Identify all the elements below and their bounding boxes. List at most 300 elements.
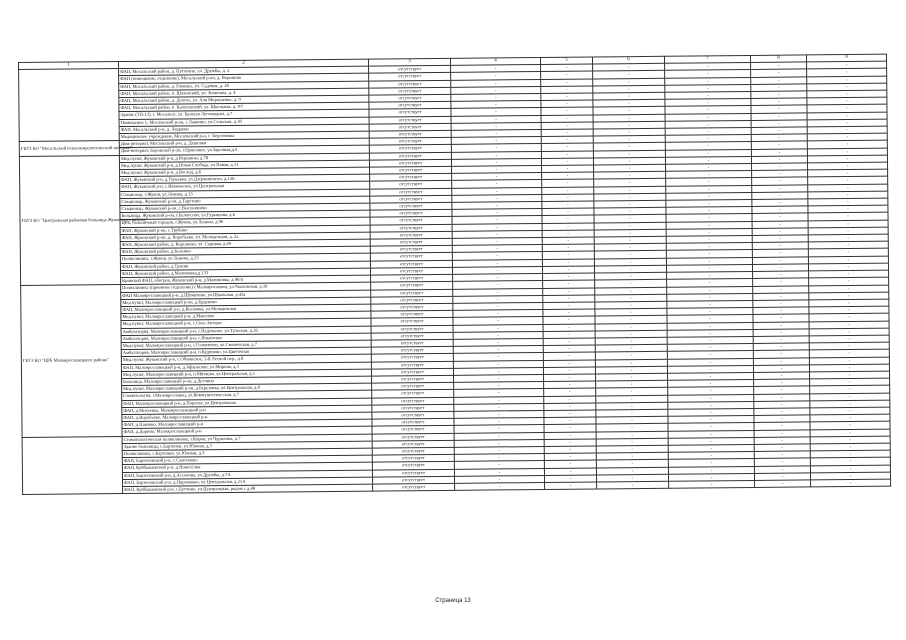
value-cell: - <box>753 365 809 373</box>
value-cell: - <box>810 443 890 451</box>
status-cell: отсутствует <box>372 476 454 484</box>
value-cell: - <box>453 367 543 375</box>
value-cell: - <box>666 192 752 200</box>
value-cell: - <box>752 206 808 214</box>
value-cell: - <box>595 280 667 288</box>
value-cell: - <box>751 105 807 113</box>
facility-cell: Мед.пункт, Жуковский р-н, с.Обнинское, 2-й Лесной пер., д.8 <box>121 354 371 364</box>
value-cell: - <box>810 414 890 422</box>
value-cell: - <box>453 353 543 361</box>
value-cell: - <box>753 271 809 279</box>
value-cell: - <box>596 388 668 396</box>
value-cell: - <box>451 108 541 116</box>
value-cell: - <box>667 286 753 294</box>
value-cell: - <box>593 92 665 100</box>
status-cell: отсутствует <box>369 102 451 110</box>
value-cell: - <box>596 474 668 482</box>
value-cell: - <box>666 236 752 244</box>
status-cell: отсутствует <box>369 123 451 131</box>
value-cell: - <box>595 287 667 295</box>
value-cell: - <box>809 299 889 307</box>
column-header-1: 1 <box>19 62 119 70</box>
status-cell: отсутствует <box>370 195 452 203</box>
status-cell: отсутствует <box>371 282 453 290</box>
value-cell: - <box>667 365 753 373</box>
value-cell: - <box>542 179 594 187</box>
value-cell: - <box>810 407 890 415</box>
value-cell: - <box>453 295 543 303</box>
value-cell: - <box>541 129 593 137</box>
facility-cell: ФАП, Малоярославецкий р-н, д.Поречье, ул.Центральная <box>122 398 372 408</box>
value-cell: - <box>453 317 543 325</box>
value-cell: - <box>666 257 752 265</box>
value-cell: - <box>543 345 595 353</box>
value-cell: - <box>753 321 809 329</box>
facility-cell: ФАП, Бартеновский р-н, с.Самсоново <box>122 455 372 465</box>
value-cell: - <box>595 272 667 280</box>
value-cell: - <box>595 308 667 316</box>
facility-cell: ФАП, д.Михеевка, Малоярославецкий р-н <box>122 405 372 415</box>
value-cell: - <box>594 193 666 201</box>
value-cell: - <box>594 222 666 230</box>
value-cell: - <box>754 422 810 430</box>
value-cell: - <box>668 452 754 460</box>
value-cell: - <box>451 151 541 159</box>
value-cell: - <box>752 221 808 229</box>
status-cell: отсутствует <box>369 130 451 138</box>
value-cell: - <box>667 293 753 301</box>
value-cell: - <box>666 164 752 172</box>
value-cell: - <box>666 207 752 215</box>
value-cell: - <box>754 379 810 387</box>
value-cell: - <box>452 259 542 267</box>
column-header-3: 3 <box>368 58 450 66</box>
value-cell: - <box>808 184 888 192</box>
organization-cell <box>19 69 120 142</box>
value-cell: - <box>809 335 889 343</box>
value-cell: - <box>543 316 595 324</box>
value-cell: - <box>665 149 751 157</box>
value-cell: - <box>753 285 809 293</box>
facility-cell: Здание больницы, с.Бартенки, ул.Южная, д.3 <box>122 441 372 451</box>
value-cell: - <box>668 459 754 467</box>
facility-cell: ФАП, Жуковский район, д.Трисвя <box>120 261 370 271</box>
value-cell: - <box>541 93 593 101</box>
value-cell: - <box>809 328 889 336</box>
value-cell: - <box>454 382 544 390</box>
value-cell: - <box>544 374 596 382</box>
value-cell: - <box>453 324 543 332</box>
facility-cell: Мед.пункт, Малоярославецкий р-н, п.Митяево, ул.Центральная, д.1 <box>121 369 371 379</box>
value-cell: - <box>594 236 666 244</box>
value-cell: - <box>807 119 887 127</box>
value-cell: - <box>753 350 809 358</box>
value-cell: - <box>454 439 544 447</box>
facility-cell: ФАП, Мосальский р-н, д. Людково <box>119 124 369 134</box>
value-cell: - <box>668 401 754 409</box>
value-cell: - <box>752 235 808 243</box>
column-header-5: 5 <box>540 57 592 65</box>
value-cell: - <box>807 133 887 141</box>
facility-cell: ФАП, Мосальский район, д. Путогино, ул. Дружбы, д. 2 <box>119 66 369 76</box>
status-cell: отсутствует <box>371 310 453 318</box>
status-cell: отсутствует <box>370 188 452 196</box>
status-cell: отсутствует <box>372 418 454 426</box>
facility-cell: ФАП, Куйбышевский р-н, д.Новосёлки <box>122 462 372 472</box>
status-cell: отсутствует <box>372 447 454 455</box>
value-cell: - <box>809 285 889 293</box>
value-cell: - <box>542 266 594 274</box>
status-cell: отсутствует <box>372 382 454 390</box>
status-cell: отсутствует <box>369 73 451 81</box>
facility-cell: ФАП, Жуковский район, д. Корсаково, ул. Садовая, д.69 <box>120 239 370 249</box>
value-cell: - <box>751 69 807 77</box>
value-cell: - <box>811 479 891 487</box>
facility-cell: ФАП (помещение, отделение), Мосальский р-он, д. Воронино <box>119 74 369 84</box>
value-cell: - <box>543 367 595 375</box>
facility-cell: Помещение 1, Мосальский р-он, с.Лавнино, ул.Сельская, д.30 <box>119 117 369 127</box>
value-cell: - <box>542 223 594 231</box>
value-cell: - <box>593 121 665 129</box>
facility-cell: Здание (ТП-13), г. Мосальск, ул. Братьев Луговицких, д.7 <box>119 110 369 120</box>
value-cell: - <box>753 307 809 315</box>
value-cell: - <box>667 279 753 287</box>
status-cell: отсутствует <box>370 260 452 268</box>
status-cell: отсутствует <box>372 390 454 398</box>
status-cell: отсутствует <box>369 66 451 74</box>
facility-cell: Дом-интернат, Боровской р-он, г.Ермолино, ул.Зарочная,д.6 <box>119 146 369 156</box>
organization-cell: ГБУЗ КО "ЦРБ Малоярославецкого района" <box>21 285 122 437</box>
value-cell: - <box>543 287 595 295</box>
value-cell: - <box>593 71 665 79</box>
value-cell: - <box>809 313 889 321</box>
value-cell: - <box>810 400 890 408</box>
status-cell: отсутствует <box>370 246 452 254</box>
status-cell: отсутствует <box>369 138 451 146</box>
status-cell: отсутствует <box>370 181 452 189</box>
value-cell: - <box>451 86 541 94</box>
value-cell: - <box>752 163 808 171</box>
value-cell: - <box>453 302 543 310</box>
value-cell: - <box>752 242 808 250</box>
value-cell: - <box>751 149 807 157</box>
value-cell: - <box>544 468 596 476</box>
value-cell: - <box>594 251 666 259</box>
value-cell: - <box>754 458 810 466</box>
value-cell: - <box>451 158 541 166</box>
value-cell: - <box>668 380 754 388</box>
facility-cell: Мед.пункт, Малоярославецкий р-он, д.Ерденево <box>121 297 371 307</box>
status-cell: отсутствует <box>371 361 453 369</box>
value-cell: - <box>452 238 542 246</box>
value-cell: - <box>753 329 809 337</box>
value-cell: - <box>454 432 544 440</box>
value-cell: - <box>753 293 809 301</box>
value-cell: - <box>807 69 887 77</box>
value-cell: - <box>541 71 593 79</box>
value-cell: - <box>541 64 593 72</box>
facility-cell: Поликлиника, с.Бартенки, ул.Южная, д.3 <box>122 448 372 458</box>
facility-cell: ФАП Малоярославецкий р-н, д.Шумятино, ул.Школьная, д.43а <box>121 290 371 300</box>
value-cell: - <box>544 381 596 389</box>
facility-cell: ФАП, Мосальский район, п. Шаховский, ул. Знаменка, д. 4 <box>119 88 369 98</box>
value-cell: - <box>594 208 666 216</box>
value-cell: - <box>667 272 753 280</box>
value-cell: - <box>454 454 544 462</box>
value-cell: - <box>808 198 888 206</box>
value-cell: - <box>453 331 543 339</box>
facility-cell: Стоматологическая поликлиника, г.Киров, ул.Чурилина, д.7 <box>122 434 372 444</box>
value-cell: - <box>751 134 807 142</box>
value-cell: - <box>754 429 810 437</box>
value-cell: - <box>544 396 596 404</box>
value-cell: - <box>666 243 752 251</box>
value-cell: - <box>667 351 753 359</box>
value-cell: - <box>668 372 754 380</box>
value-cell: - <box>452 216 542 224</box>
value-cell: - <box>808 234 888 242</box>
facility-cell: ФАП, Жуковский район, д.Белкино <box>120 246 370 256</box>
value-cell: - <box>808 162 888 170</box>
value-cell: - <box>596 431 668 439</box>
value-cell: - <box>454 403 544 411</box>
value-cell: - <box>596 409 668 417</box>
value-cell: - <box>665 63 751 71</box>
value-cell: - <box>451 137 541 145</box>
value-cell: - <box>667 308 753 316</box>
value-cell: - <box>451 101 541 109</box>
value-cell: - <box>594 244 666 252</box>
value-cell: - <box>807 126 887 134</box>
value-cell: - <box>596 380 668 388</box>
status-cell: отсутствует <box>371 325 453 333</box>
value-cell: - <box>753 343 809 351</box>
value-cell: - <box>542 172 594 180</box>
organization-cell: ГБУЗ КО "Центральная районная больница Жуковского района" <box>19 155 120 286</box>
value-cell: - <box>595 337 667 345</box>
facility-cell: ФАП, д.Павлово, Малоярославецкий р-н <box>122 419 372 429</box>
value-cell: - <box>666 228 752 236</box>
value-cell: - <box>543 360 595 368</box>
value-cell: - <box>541 107 593 115</box>
value-cell: - <box>451 79 541 87</box>
value-cell: - <box>667 329 753 337</box>
value-cell: - <box>453 274 543 282</box>
value-cell: - <box>752 264 808 272</box>
value-cell: - <box>541 158 593 166</box>
value-cell: - <box>751 113 807 121</box>
value-cell: - <box>754 473 810 481</box>
value-cell: - <box>544 424 596 432</box>
value-cell: - <box>751 120 807 128</box>
value-cell: - <box>667 344 753 352</box>
value-cell: - <box>666 250 752 258</box>
value-cell: - <box>595 294 667 302</box>
value-cell: - <box>668 408 754 416</box>
facility-cell: Поликлиника, г.Жуков, ул.Ленина, д.13 <box>120 254 370 264</box>
value-cell: - <box>593 85 665 93</box>
value-cell: - <box>752 170 808 178</box>
status-cell: отсутствует <box>370 174 452 182</box>
status-cell: отсутствует <box>372 426 454 434</box>
value-cell: - <box>596 445 668 453</box>
value-cell: - <box>452 187 542 195</box>
value-cell: - <box>541 115 593 123</box>
value-cell: - <box>666 178 752 186</box>
status-cell: отсутствует <box>370 202 452 210</box>
value-cell: - <box>452 252 542 260</box>
value-cell: - <box>451 130 541 138</box>
value-cell: - <box>596 424 668 432</box>
value-cell: - <box>543 352 595 360</box>
value-cell: - <box>668 423 754 431</box>
facility-cell: ФАП, Жуковский район, д.Малиновка,д.133 <box>121 268 371 278</box>
value-cell: - <box>810 436 890 444</box>
value-cell: - <box>594 200 666 208</box>
status-cell: отсутствует <box>371 274 453 282</box>
value-cell: - <box>810 378 890 386</box>
facility-cell: ФАП, д.Воробьёво, Малоярославецкий р-н <box>122 412 372 422</box>
value-cell: - <box>753 300 809 308</box>
value-cell: - <box>667 322 753 330</box>
status-cell: отсутствует <box>372 375 454 383</box>
column-header-2: 2 <box>119 59 369 69</box>
status-cell: отсутствует <box>369 109 451 117</box>
value-cell: - <box>753 357 809 365</box>
value-cell: - <box>810 429 890 437</box>
value-cell: - <box>751 91 807 99</box>
status-cell: отсутствует <box>369 94 451 102</box>
value-cell: - <box>452 230 542 238</box>
value-cell: - <box>543 273 595 281</box>
value-cell: - <box>809 306 889 314</box>
value-cell: - <box>595 352 667 360</box>
value-cell: - <box>808 205 888 213</box>
value-cell: - <box>752 192 808 200</box>
status-cell: отсутствует <box>371 339 453 347</box>
status-cell: отсутствует <box>371 289 453 297</box>
status-cell: отсутствует <box>370 210 452 218</box>
status-cell: отсутствует <box>369 145 451 153</box>
value-cell: - <box>668 444 754 452</box>
value-cell: - <box>453 346 543 354</box>
value-cell: - <box>542 237 594 245</box>
value-cell: - <box>807 148 887 156</box>
value-cell: - <box>542 201 594 209</box>
value-cell: - <box>755 480 811 488</box>
value-cell: - <box>451 93 541 101</box>
value-cell: - <box>453 338 543 346</box>
value-cell: - <box>452 223 542 231</box>
value-cell: - <box>754 393 810 401</box>
value-cell: - <box>808 169 888 177</box>
facility-cell: Дом-интернат, Мосальский р-н, д. Дешевки <box>119 138 369 148</box>
value-cell: - <box>808 263 888 271</box>
value-cell: - <box>593 157 665 165</box>
value-cell: - <box>543 309 595 317</box>
value-cell: - <box>454 425 544 433</box>
value-cell: - <box>808 241 888 249</box>
value-cell: - <box>544 453 596 461</box>
status-cell: отсутствует <box>371 303 453 311</box>
status-cell: отсутствует <box>370 253 452 261</box>
value-cell: - <box>593 100 665 108</box>
value-cell: - <box>593 107 665 115</box>
value-cell: - <box>453 360 543 368</box>
value-cell: - <box>452 180 542 188</box>
value-cell: - <box>544 388 596 396</box>
value-cell: - <box>595 316 667 324</box>
value-cell: - <box>808 213 888 221</box>
value-cell: - <box>810 472 890 480</box>
value-cell: - <box>542 165 594 173</box>
status-cell: отсутствует <box>369 159 451 167</box>
value-cell: - <box>807 155 887 163</box>
value-cell: - <box>451 65 541 73</box>
value-cell: - <box>753 336 809 344</box>
status-cell: отсутствует <box>372 411 454 419</box>
value-cell: - <box>751 77 807 85</box>
status-cell: отсутствует <box>372 462 454 470</box>
value-cell: - <box>454 396 544 404</box>
facility-cell: Мед.пункт, Жуковский р-н, д.Вершины, д.78 <box>119 153 369 163</box>
value-cell: - <box>754 451 810 459</box>
value-cell: - <box>810 385 890 393</box>
facility-cell: ФАП, Мосальский район, д. Долгое, ул. Аля Мирошенко, д. 9 <box>119 95 369 105</box>
value-cell: - <box>752 213 808 221</box>
value-cell: - <box>666 221 752 229</box>
value-cell: - <box>808 227 888 235</box>
status-cell: отсутствует <box>371 332 453 340</box>
value-cell: - <box>808 191 888 199</box>
value-cell: - <box>669 480 755 488</box>
value-cell: - <box>754 401 810 409</box>
facility-cell: Мед.пункт, Жуковский р-н, д.Новая Слобода, ул.Новая, д.11 <box>119 160 369 170</box>
value-cell: - <box>809 292 889 300</box>
column-header-8: 8 <box>750 55 806 63</box>
value-cell: - <box>666 264 752 272</box>
value-cell: - <box>667 315 753 323</box>
value-cell: - <box>451 72 541 80</box>
value-cell: - <box>595 330 667 338</box>
status-cell: отсутствует <box>373 483 455 491</box>
value-cell: - <box>668 466 754 474</box>
value-cell: - <box>542 208 594 216</box>
status-cell: отсутствует <box>372 455 454 463</box>
value-cell: - <box>807 90 887 98</box>
value-cell: - <box>668 387 754 395</box>
value-cell: - <box>807 76 887 84</box>
value-cell: - <box>754 372 810 380</box>
facility-cell: ФАП, Жуковский р-он, д. Воробьево, ул. Молодежная, д. 2а <box>120 232 370 242</box>
value-cell: - <box>453 288 543 296</box>
value-cell: - <box>754 444 810 452</box>
value-cell: - <box>596 438 668 446</box>
value-cell: - <box>665 135 751 143</box>
value-cell: - <box>810 458 890 466</box>
value-cell: - <box>807 97 887 105</box>
facility-cell: ФАП, Мосальский район, п. Калуговский, ул. Школьная, д. 9/7 <box>119 102 369 112</box>
value-cell: - <box>809 364 889 372</box>
status-cell: отсутствует <box>371 368 453 376</box>
status-cell: отсутствует <box>371 296 453 304</box>
value-cell: - <box>595 344 667 352</box>
value-cell: - <box>596 452 668 460</box>
value-cell: - <box>665 70 751 78</box>
value-cell: - <box>667 358 753 366</box>
value-cell: - <box>668 430 754 438</box>
value-cell: - <box>595 359 667 367</box>
